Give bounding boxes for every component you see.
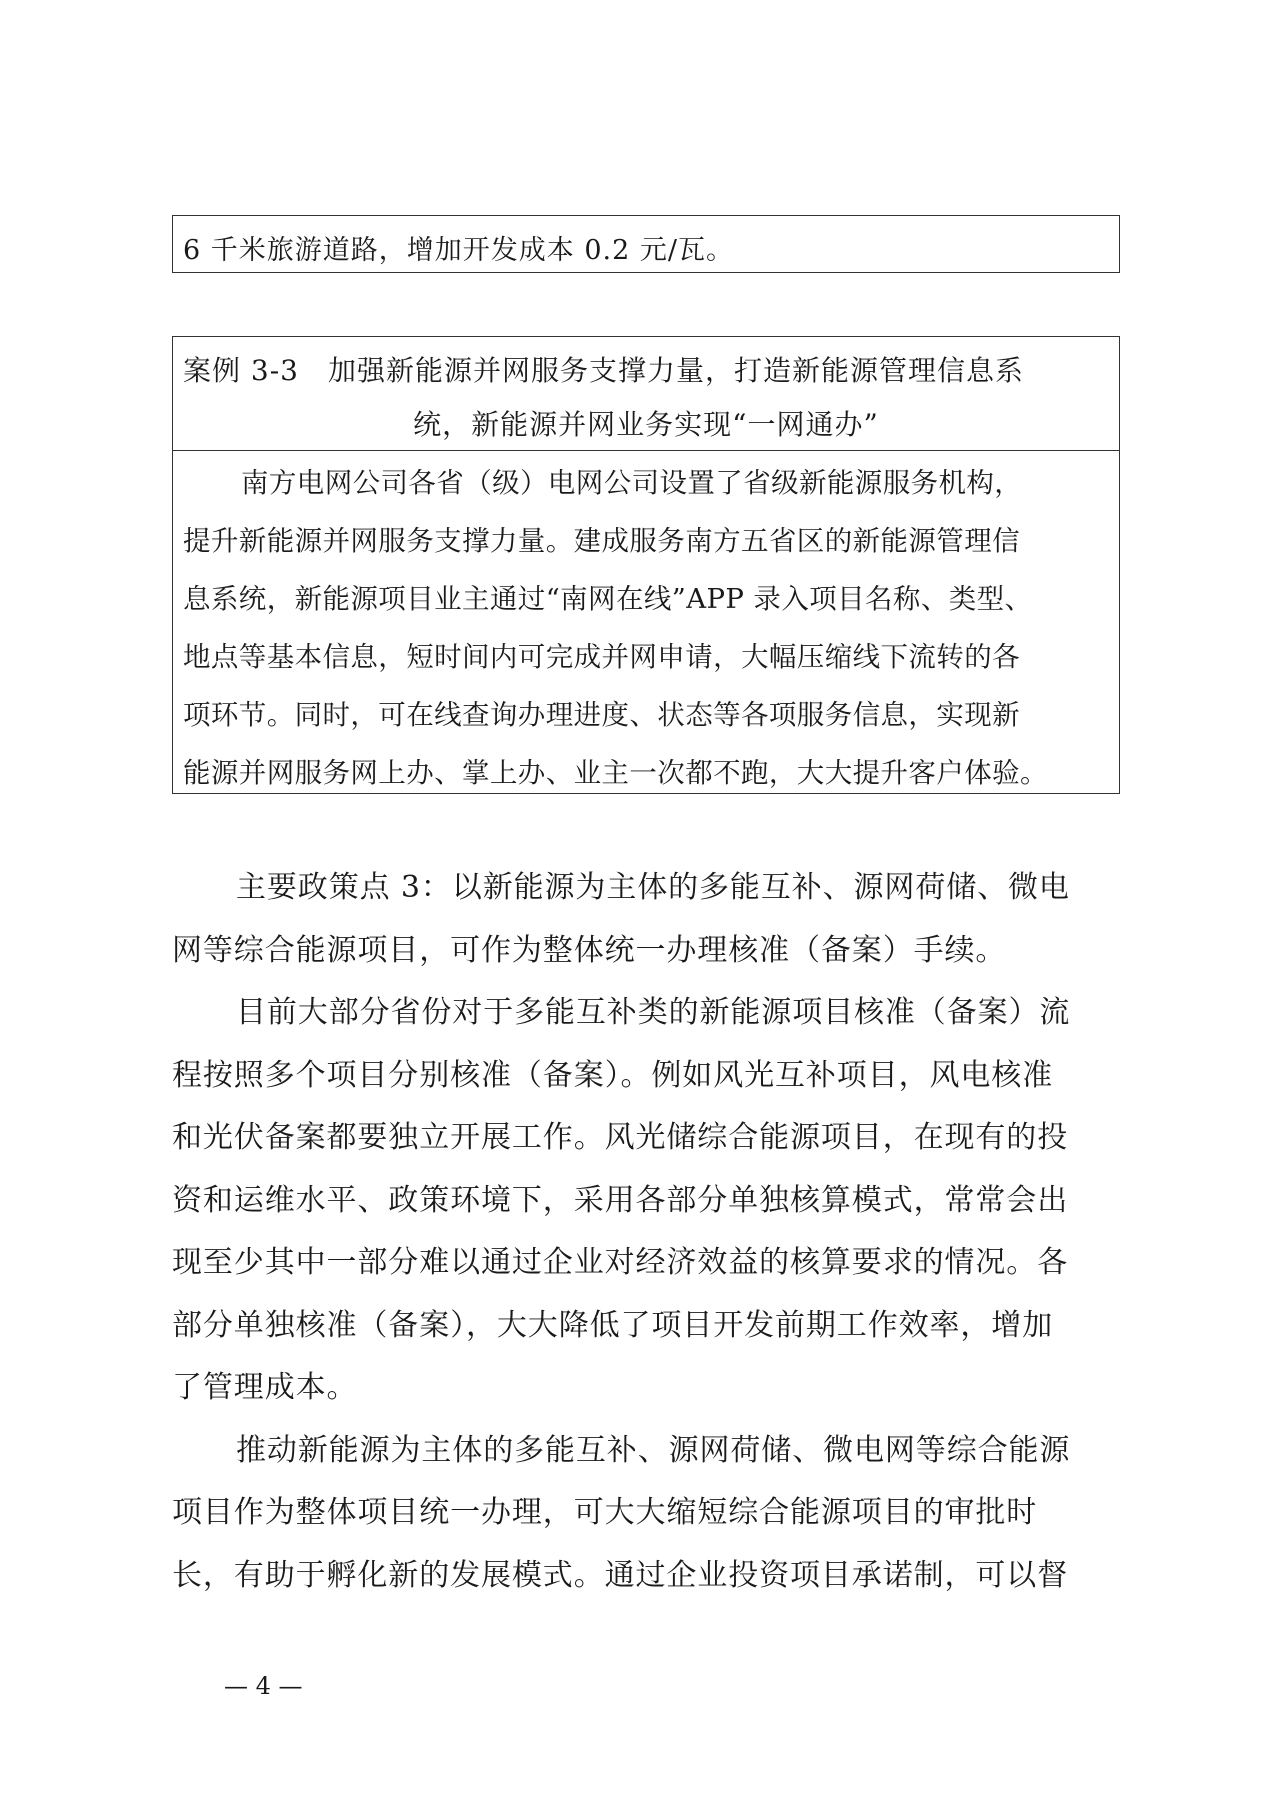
main-text [172,868,1122,1618]
paragraph-line: 目前大部分省份对于多能互补类的新能源项目核准（备案）流 [236,995,1071,1030]
case-body-line: 息系统，新能源项目业主通过“南网在线”APP 录入项目名称、类型、 [183,583,1033,615]
policy-point-heading-cont: 网等综合能源项目，可作为整体统一办理核准（备案）手续。 [172,932,1007,968]
case-body-line: 项环节。同时，可在线查询办理进度、状态等各项服务信息，实现新 [183,699,1020,731]
paragraph-line: 部分单独核准（备案），大大降低了项目开发前期工作效率，增加 [172,1307,1054,1343]
case-body-line: 提升新能源并网服务支撑力量。建成服务南方五省区的新能源管理信 [183,525,1020,557]
paragraph-line: 了管理成本。 [172,1370,358,1405]
page-number: — 4 — [224,1672,303,1700]
paragraph-line: 资和运维水平、政策环境下，采用各部分单独核算模式，常常会出 [172,1182,1069,1218]
case-body-line: 地点等基本信息，短时间内可完成并网申请，大幅压缩线下流转的各 [183,641,1020,673]
case-body [183,465,1113,813]
case-title-line-1: 案例 3-3 加强新能源并网服务支撑力量，打造新能源管理信息系 [183,354,1024,387]
case-header [173,337,1119,451]
case-title-line-2: 统，新能源并网业务实现“一网通办” [413,408,879,441]
paragraph-line: 和光伏备案都要独立开展工作。风光储综合能源项目，在现有的投 [172,1120,1069,1155]
paragraph-line: 推动新能源为主体的多能互补、源网荷储、微电网等综合能源 [236,1432,1071,1468]
case-box [172,336,1120,794]
paragraph-line: 现至少其中一部分难以通过企业对经济效益的核算要求的情况。各 [172,1245,1069,1280]
paragraph-line: 长，有助于孵化新的发展模式。通过企业投资项目承诺制，可以督 [172,1557,1069,1593]
case-body-line: 能源并网服务网上办、掌上办、业主一次都不跑，大大提升客户体验。 [183,757,1048,789]
continuation-text: 6 千米旅游道路，增加开发成本 0.2 元/瓦。 [183,235,734,266]
case-body-line: 南方电网公司各省（级）电网公司设置了省级新能源服务机构， [241,467,1023,499]
paragraph-line: 程按照多个项目分别核准（备案）。例如风光互补项目，风电核准 [172,1057,1054,1093]
paragraph-line: 项目作为整体项目统一办理，可大大缩短综合能源项目的审批时 [172,1495,1038,1530]
policy-point-heading: 主要政策点 3：以新能源为主体的多能互补、源网荷储、微电 [236,870,1070,905]
continuation-box [172,215,1120,273]
